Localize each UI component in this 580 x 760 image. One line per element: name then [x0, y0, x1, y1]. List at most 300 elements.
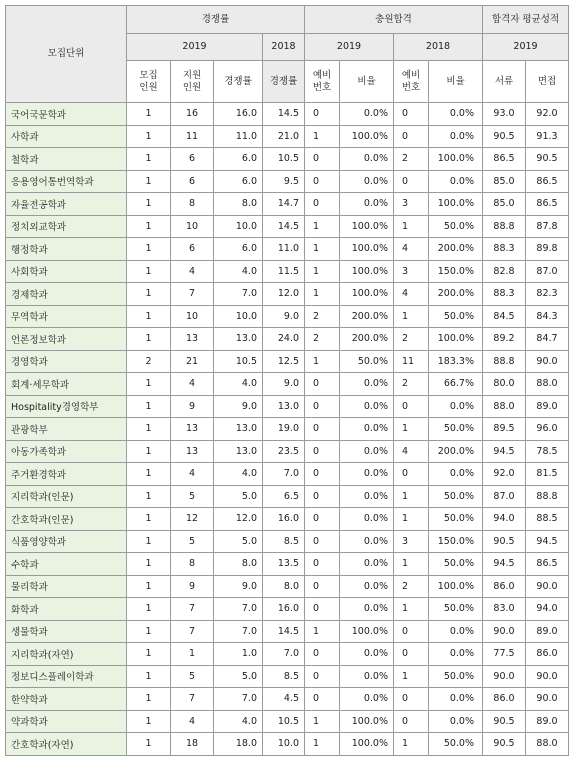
cell-waitlist-2018: 1: [394, 733, 429, 756]
cell-rate-2018: 0.0%: [429, 125, 483, 148]
cell-interview-score: 84.3: [526, 305, 569, 328]
cell-rate-2018: 50.0%: [429, 215, 483, 238]
cell-ratio-2018: 21.0: [263, 125, 305, 148]
cell-ratio-2019: 13.0: [214, 440, 263, 463]
cell-quota: 1: [127, 305, 171, 328]
cell-waitlist-2018: 11: [394, 350, 429, 373]
table-row: [6, 148, 569, 171]
header-year-2019-extra: 2019: [305, 34, 394, 61]
table-row: [6, 238, 569, 261]
col-rate-2019: 비율: [340, 61, 394, 103]
cell-ratio-2018: 10.0: [263, 733, 305, 756]
table-row: [6, 125, 569, 148]
cell-quota: 1: [127, 710, 171, 733]
cell-quota: 1: [127, 575, 171, 598]
cell-rate-2019: 0.0%: [340, 598, 394, 621]
cell-rate-2018: 0.0%: [429, 688, 483, 711]
cell-rate-2018: 50.0%: [429, 305, 483, 328]
cell-quota: 1: [127, 440, 171, 463]
cell-applicants: 6: [171, 170, 214, 193]
cell-document-score: 93.0: [483, 103, 526, 126]
cell-document-score: 90.5: [483, 733, 526, 756]
cell-unit: 물리학과: [6, 575, 127, 598]
cell-ratio-2019: 4.0: [214, 463, 263, 486]
cell-interview-score: 90.5: [526, 148, 569, 171]
cell-ratio-2018: 10.5: [263, 710, 305, 733]
cell-ratio-2019: 9.0: [214, 575, 263, 598]
table-row: [6, 170, 569, 193]
cell-ratio-2019: 13.0: [214, 328, 263, 351]
cell-waitlist-2019: 0: [305, 598, 340, 621]
cell-applicants: 16: [171, 103, 214, 126]
table-row: [6, 485, 569, 508]
cell-unit: 수학과: [6, 553, 127, 576]
cell-interview-score: 92.0: [526, 103, 569, 126]
cell-waitlist-2019: 2: [305, 305, 340, 328]
cell-document-score: 84.5: [483, 305, 526, 328]
cell-waitlist-2019: 0: [305, 643, 340, 666]
cell-ratio-2018: 9.0: [263, 305, 305, 328]
cell-rate-2018: 100.0%: [429, 575, 483, 598]
cell-waitlist-2019: 1: [305, 215, 340, 238]
cell-ratio-2018: 24.0: [263, 328, 305, 351]
cell-waitlist-2019: 1: [305, 260, 340, 283]
cell-waitlist-2018: 1: [394, 418, 429, 441]
header-year-2018-competition: 2018: [263, 34, 305, 61]
cell-quota: 1: [127, 328, 171, 351]
cell-quota: 1: [127, 418, 171, 441]
cell-ratio-2019: 6.0: [214, 238, 263, 261]
header-average-score: 합격자 평균성적: [483, 6, 569, 34]
header-extra-admission: 충원합격: [305, 6, 483, 34]
cell-applicants: 4: [171, 260, 214, 283]
cell-waitlist-2018: 2: [394, 148, 429, 171]
cell-unit: 약과학과: [6, 710, 127, 733]
cell-rate-2019: 0.0%: [340, 665, 394, 688]
cell-ratio-2019: 5.0: [214, 485, 263, 508]
cell-quota: 1: [127, 148, 171, 171]
cell-rate-2018: 200.0%: [429, 440, 483, 463]
cell-quota: 1: [127, 530, 171, 553]
table-row: [6, 530, 569, 553]
cell-waitlist-2019: 1: [305, 125, 340, 148]
table-row: [6, 620, 569, 643]
cell-applicants: 7: [171, 688, 214, 711]
cell-ratio-2019: 10.0: [214, 215, 263, 238]
cell-quota: 1: [127, 508, 171, 531]
cell-applicants: 1: [171, 643, 214, 666]
cell-interview-score: 94.0: [526, 598, 569, 621]
cell-unit: 철학과: [6, 148, 127, 171]
cell-document-score: 88.3: [483, 238, 526, 261]
cell-quota: 1: [127, 238, 171, 261]
cell-waitlist-2018: 0: [394, 103, 429, 126]
cell-waitlist-2019: 0: [305, 373, 340, 396]
table-row: [6, 283, 569, 306]
cell-waitlist-2018: 2: [394, 373, 429, 396]
cell-unit: 사회학과: [6, 260, 127, 283]
cell-waitlist-2018: 0: [394, 620, 429, 643]
cell-quota: 1: [127, 103, 171, 126]
cell-waitlist-2019: 0: [305, 193, 340, 216]
cell-waitlist-2018: 1: [394, 508, 429, 531]
cell-document-score: 85.0: [483, 193, 526, 216]
cell-applicants: 11: [171, 125, 214, 148]
table-row: [6, 260, 569, 283]
cell-interview-score: 88.8: [526, 485, 569, 508]
cell-waitlist-2019: 2: [305, 328, 340, 351]
col-ratio-2019: 경쟁률: [214, 61, 263, 103]
cell-waitlist-2019: 0: [305, 170, 340, 193]
cell-document-score: 90.5: [483, 710, 526, 733]
cell-interview-score: 81.5: [526, 463, 569, 486]
cell-rate-2019: 0.0%: [340, 418, 394, 441]
cell-waitlist-2019: 0: [305, 395, 340, 418]
cell-rate-2019: 0.0%: [340, 643, 394, 666]
cell-waitlist-2018: 0: [394, 125, 429, 148]
cell-interview-score: 86.5: [526, 553, 569, 576]
cell-ratio-2018: 14.5: [263, 103, 305, 126]
cell-waitlist-2018: 1: [394, 665, 429, 688]
table-row: [6, 193, 569, 216]
cell-applicants: 6: [171, 238, 214, 261]
table-row: [6, 103, 569, 126]
cell-waitlist-2019: 0: [305, 103, 340, 126]
cell-document-score: 90.0: [483, 665, 526, 688]
cell-document-score: 94.5: [483, 553, 526, 576]
cell-waitlist-2019: 1: [305, 733, 340, 756]
cell-ratio-2018: 14.7: [263, 193, 305, 216]
cell-unit: 간호학과(자연): [6, 733, 127, 756]
col-waitlist-2019: 예비 번호: [305, 61, 340, 103]
table-row: [6, 688, 569, 711]
cell-applicants: 13: [171, 440, 214, 463]
cell-interview-score: 86.5: [526, 193, 569, 216]
cell-ratio-2018: 14.5: [263, 215, 305, 238]
cell-waitlist-2018: 2: [394, 328, 429, 351]
cell-waitlist-2019: 0: [305, 688, 340, 711]
cell-rate-2018: 100.0%: [429, 193, 483, 216]
table-row: [6, 350, 569, 373]
cell-rate-2018: 50.0%: [429, 665, 483, 688]
cell-waitlist-2019: 0: [305, 148, 340, 171]
cell-waitlist-2019: 1: [305, 710, 340, 733]
cell-quota: 1: [127, 373, 171, 396]
cell-rate-2019: 100.0%: [340, 620, 394, 643]
cell-applicants: 5: [171, 485, 214, 508]
cell-rate-2018: 183.3%: [429, 350, 483, 373]
cell-quota: 1: [127, 170, 171, 193]
cell-unit: 식품영양학과: [6, 530, 127, 553]
cell-ratio-2019: 5.0: [214, 665, 263, 688]
cell-applicants: 5: [171, 665, 214, 688]
cell-unit: 지리학과(자연): [6, 643, 127, 666]
header-year-2018-extra: 2018: [394, 34, 483, 61]
cell-applicants: 8: [171, 553, 214, 576]
cell-applicants: 7: [171, 283, 214, 306]
cell-interview-score: 90.0: [526, 575, 569, 598]
cell-document-score: 77.5: [483, 643, 526, 666]
table-header: [6, 6, 569, 103]
cell-rate-2019: 200.0%: [340, 328, 394, 351]
cell-waitlist-2019: 1: [305, 238, 340, 261]
cell-rate-2018: 50.0%: [429, 418, 483, 441]
table-row: [6, 733, 569, 756]
cell-interview-score: 82.3: [526, 283, 569, 306]
cell-waitlist-2019: 0: [305, 508, 340, 531]
cell-ratio-2018: 11.0: [263, 238, 305, 261]
cell-rate-2018: 50.0%: [429, 733, 483, 756]
cell-rate-2019: 50.0%: [340, 350, 394, 373]
cell-waitlist-2018: 4: [394, 440, 429, 463]
cell-rate-2018: 200.0%: [429, 283, 483, 306]
cell-waitlist-2018: 0: [394, 710, 429, 733]
cell-unit: 언론정보학과: [6, 328, 127, 351]
cell-ratio-2018: 16.0: [263, 508, 305, 531]
cell-ratio-2019: 10.0: [214, 305, 263, 328]
cell-rate-2019: 0.0%: [340, 530, 394, 553]
cell-document-score: 86.5: [483, 148, 526, 171]
table-row: [6, 665, 569, 688]
cell-rate-2018: 0.0%: [429, 463, 483, 486]
col-applicants: 지원 인원: [171, 61, 214, 103]
cell-waitlist-2019: 0: [305, 553, 340, 576]
cell-document-score: 89.2: [483, 328, 526, 351]
cell-waitlist-2019: 1: [305, 350, 340, 373]
table-row: [6, 305, 569, 328]
cell-waitlist-2019: 0: [305, 418, 340, 441]
cell-interview-score: 94.5: [526, 530, 569, 553]
cell-document-score: 88.3: [483, 283, 526, 306]
cell-interview-score: 86.5: [526, 170, 569, 193]
cell-ratio-2019: 7.0: [214, 283, 263, 306]
cell-quota: 1: [127, 553, 171, 576]
cell-ratio-2018: 12.0: [263, 283, 305, 306]
table-row: [6, 508, 569, 531]
cell-quota: 1: [127, 643, 171, 666]
cell-document-score: 86.0: [483, 688, 526, 711]
cell-applicants: 12: [171, 508, 214, 531]
cell-quota: 1: [127, 463, 171, 486]
col-rate-2018: 비율: [429, 61, 483, 103]
cell-interview-score: 96.0: [526, 418, 569, 441]
cell-rate-2019: 100.0%: [340, 215, 394, 238]
cell-waitlist-2018: 0: [394, 688, 429, 711]
cell-waitlist-2018: 3: [394, 260, 429, 283]
cell-rate-2018: 100.0%: [429, 148, 483, 171]
cell-rate-2018: 0.0%: [429, 170, 483, 193]
cell-unit: 정치외교학과: [6, 215, 127, 238]
cell-waitlist-2019: 1: [305, 283, 340, 306]
cell-applicants: 13: [171, 328, 214, 351]
cell-applicants: 4: [171, 373, 214, 396]
cell-unit: 주거환경학과: [6, 463, 127, 486]
admission-results-table-container: [5, 5, 569, 756]
cell-rate-2019: 100.0%: [340, 710, 394, 733]
cell-ratio-2019: 7.0: [214, 620, 263, 643]
cell-rate-2018: 50.0%: [429, 553, 483, 576]
cell-ratio-2019: 11.0: [214, 125, 263, 148]
cell-ratio-2018: 16.0: [263, 598, 305, 621]
cell-document-score: 87.0: [483, 485, 526, 508]
cell-rate-2018: 150.0%: [429, 530, 483, 553]
cell-unit: 회계·세무학과: [6, 373, 127, 396]
cell-waitlist-2019: 0: [305, 485, 340, 508]
cell-waitlist-2018: 3: [394, 193, 429, 216]
cell-rate-2019: 0.0%: [340, 170, 394, 193]
cell-interview-score: 89.0: [526, 710, 569, 733]
cell-document-score: 89.5: [483, 418, 526, 441]
cell-applicants: 7: [171, 620, 214, 643]
cell-applicants: 13: [171, 418, 214, 441]
cell-waitlist-2019: 0: [305, 440, 340, 463]
cell-interview-score: 88.0: [526, 733, 569, 756]
cell-quota: 1: [127, 283, 171, 306]
cell-ratio-2018: 13.0: [263, 395, 305, 418]
cell-quota: 1: [127, 598, 171, 621]
col-quota: 모집 인원: [127, 61, 171, 103]
cell-rate-2019: 200.0%: [340, 305, 394, 328]
cell-applicants: 4: [171, 463, 214, 486]
cell-ratio-2019: 4.0: [214, 710, 263, 733]
header-unit: 모집단위: [6, 6, 127, 103]
table-row: [6, 215, 569, 238]
cell-interview-score: 87.8: [526, 215, 569, 238]
cell-applicants: 10: [171, 215, 214, 238]
cell-document-score: 94.5: [483, 440, 526, 463]
header-competition: 경쟁률: [127, 6, 305, 34]
cell-applicants: 21: [171, 350, 214, 373]
cell-unit: 사학과: [6, 125, 127, 148]
cell-quota: 1: [127, 485, 171, 508]
cell-interview-score: 84.7: [526, 328, 569, 351]
cell-waitlist-2018: 1: [394, 485, 429, 508]
cell-document-score: 92.0: [483, 463, 526, 486]
cell-document-score: 90.5: [483, 125, 526, 148]
table-row: [6, 373, 569, 396]
cell-waitlist-2018: 0: [394, 395, 429, 418]
cell-waitlist-2018: 1: [394, 598, 429, 621]
cell-unit: 화학과: [6, 598, 127, 621]
cell-rate-2018: 0.0%: [429, 395, 483, 418]
cell-rate-2018: 0.0%: [429, 103, 483, 126]
cell-rate-2019: 100.0%: [340, 733, 394, 756]
cell-rate-2018: 0.0%: [429, 710, 483, 733]
cell-ratio-2019: 7.0: [214, 598, 263, 621]
cell-interview-score: 88.5: [526, 508, 569, 531]
cell-document-score: 88.8: [483, 350, 526, 373]
cell-waitlist-2018: 1: [394, 215, 429, 238]
cell-rate-2019: 100.0%: [340, 260, 394, 283]
cell-rate-2018: 100.0%: [429, 328, 483, 351]
cell-quota: 1: [127, 125, 171, 148]
cell-document-score: 88.8: [483, 215, 526, 238]
cell-ratio-2019: 6.0: [214, 148, 263, 171]
cell-waitlist-2018: 0: [394, 643, 429, 666]
cell-interview-score: 91.3: [526, 125, 569, 148]
table-row: [6, 328, 569, 351]
cell-unit: 관광학부: [6, 418, 127, 441]
cell-applicants: 9: [171, 395, 214, 418]
cell-unit: 행정학과: [6, 238, 127, 261]
cell-unit: 경제학과: [6, 283, 127, 306]
table-row: [6, 395, 569, 418]
cell-rate-2019: 0.0%: [340, 103, 394, 126]
cell-ratio-2019: 6.0: [214, 170, 263, 193]
cell-rate-2018: 50.0%: [429, 508, 483, 531]
cell-rate-2019: 0.0%: [340, 193, 394, 216]
cell-rate-2019: 0.0%: [340, 688, 394, 711]
cell-ratio-2019: 1.0: [214, 643, 263, 666]
cell-ratio-2019: 13.0: [214, 418, 263, 441]
cell-rate-2018: 0.0%: [429, 643, 483, 666]
cell-unit: 생물학과: [6, 620, 127, 643]
cell-ratio-2018: 14.5: [263, 620, 305, 643]
table-row: [6, 643, 569, 666]
col-document-score: 서류: [483, 61, 526, 103]
cell-applicants: 6: [171, 148, 214, 171]
cell-rate-2019: 0.0%: [340, 485, 394, 508]
cell-document-score: 82.8: [483, 260, 526, 283]
cell-document-score: 90.5: [483, 530, 526, 553]
cell-interview-score: 89.0: [526, 620, 569, 643]
cell-rate-2019: 100.0%: [340, 238, 394, 261]
cell-document-score: 88.0: [483, 395, 526, 418]
cell-unit: 정보디스플레이학과: [6, 665, 127, 688]
cell-ratio-2018: 9.5: [263, 170, 305, 193]
cell-document-score: 85.0: [483, 170, 526, 193]
cell-unit: 응용영어통번역학과: [6, 170, 127, 193]
cell-waitlist-2019: 0: [305, 530, 340, 553]
cell-quota: 1: [127, 193, 171, 216]
cell-quota: 1: [127, 260, 171, 283]
cell-ratio-2019: 9.0: [214, 395, 263, 418]
cell-interview-score: 90.0: [526, 665, 569, 688]
cell-applicants: 9: [171, 575, 214, 598]
cell-rate-2018: 200.0%: [429, 238, 483, 261]
cell-ratio-2019: 8.0: [214, 193, 263, 216]
cell-interview-score: 86.0: [526, 643, 569, 666]
cell-ratio-2019: 18.0: [214, 733, 263, 756]
cell-rate-2019: 0.0%: [340, 553, 394, 576]
cell-quota: 2: [127, 350, 171, 373]
cell-unit: 간호학과(인문): [6, 508, 127, 531]
cell-document-score: 86.0: [483, 575, 526, 598]
table-row: [6, 598, 569, 621]
cell-ratio-2018: 13.5: [263, 553, 305, 576]
cell-rate-2018: 0.0%: [429, 620, 483, 643]
cell-waitlist-2018: 0: [394, 463, 429, 486]
cell-waitlist-2019: 0: [305, 463, 340, 486]
admission-results-table: [5, 5, 569, 756]
cell-rate-2019: 0.0%: [340, 463, 394, 486]
cell-interview-score: 90.0: [526, 688, 569, 711]
cell-quota: 1: [127, 688, 171, 711]
cell-ratio-2018: 7.0: [263, 643, 305, 666]
col-ratio-2018: 경쟁률: [263, 61, 305, 103]
cell-waitlist-2018: 0: [394, 170, 429, 193]
cell-unit: 경영학과: [6, 350, 127, 373]
cell-interview-score: 87.0: [526, 260, 569, 283]
cell-ratio-2018: 9.0: [263, 373, 305, 396]
cell-rate-2019: 100.0%: [340, 125, 394, 148]
cell-ratio-2019: 16.0: [214, 103, 263, 126]
cell-quota: 1: [127, 395, 171, 418]
cell-ratio-2019: 10.5: [214, 350, 263, 373]
cell-rate-2018: 150.0%: [429, 260, 483, 283]
cell-rate-2018: 66.7%: [429, 373, 483, 396]
table-body: [6, 103, 569, 756]
